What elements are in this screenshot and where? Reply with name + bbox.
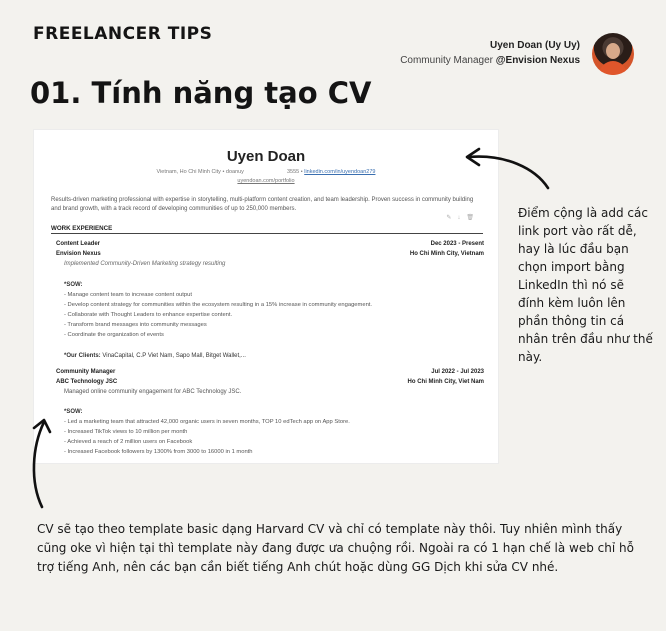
curved-arrow-left-icon (455, 140, 555, 195)
cv-job-dates: Jul 2022 - Jul 2023 (431, 369, 484, 375)
cv-bullet: - Collaborate with Thought Leaders to enhance expertise content. (64, 312, 233, 318)
cv-item-toolbar[interactable]: ✎↓🗑 (446, 215, 480, 221)
cv-job-company: ABC Technology JSC (56, 379, 118, 385)
cv-job-role: Community Manager (56, 369, 116, 375)
cv-bullet: - Achieved a reach of 2 million users on Facebook (64, 439, 193, 445)
author-org: @Envision Nexus (495, 55, 580, 66)
author-info (400, 40, 580, 66)
cv-name: Uyen Doan (226, 148, 306, 165)
author-role-title: Community Manager (400, 55, 496, 66)
cv-job-dates: Dec 2023 - Present (430, 241, 484, 247)
cv-sow-label: *SOW: (64, 409, 83, 415)
cv-clients-list: VinaCapital, C.P Viet Nam, Sapo Mall, Bitget Wallet,... (102, 353, 246, 359)
cv-job-summary: Implemented Community-Driven Marketing strategy resulting (64, 261, 226, 267)
cv-contact-line (34, 169, 498, 175)
cv-bullet: - Coordinate the organization of events (64, 332, 164, 338)
cv-bullet: - Led a marketing team that attracted 42,000 organic users in seven months, TOP 10 edTech app on App Store. (64, 419, 350, 425)
cv-job-role: Content Leader (56, 241, 101, 247)
page-title: 01. Tính năng tạo CV (30, 76, 372, 110)
cv-bullet: - Transform brand messages into community messages (64, 322, 207, 328)
cv-job-header (56, 240, 484, 248)
cv-phone-tail: 3555 • (287, 169, 305, 175)
post-category-tag: FREELANCER TIPS (33, 24, 213, 44)
cv-portfolio-link[interactable]: uyendoan.com/portfolio (237, 178, 295, 184)
author-avatar (592, 33, 634, 75)
cv-bullet: - Manage content team to increase content output (64, 292, 192, 298)
cv-linkedin-link[interactable]: linkedin.com/in/uyendoan279 (304, 169, 376, 175)
curved-arrow-up-icon (20, 412, 60, 512)
cv-clients-label: *Our Clients: (64, 353, 103, 359)
cv-section-divider (51, 233, 483, 234)
cv-job-location: Ho Chi Minh City, Viet Nam (407, 379, 484, 385)
note-bottom-text: CV sẽ tạo theo template basic dạng Harvard CV và chỉ có template này thôi. Tuy nhiên mình thấy cũng oke vì hiện tại thì template này đang được ưa chuộng rồi. Ngoài ra có 1 hạn chế là web chỉ hỗ trợ tiếng Anh, nên các bạn cần biết tiếng Anh chút hoặc dùng GG Dịch khi sửa CV nhé. (37, 522, 634, 574)
cv-bullet: - Increased TikTok views to 10 million per month (64, 429, 188, 435)
cv-location: Vietnam, Ho Chi Minh City • doanuy (156, 169, 244, 175)
cv-bullet: - Increased Facebook followers by 1300% from 3000 to 16000 in 1 month (64, 449, 253, 455)
cv-summary: Results-driven marketing professional with expertise in storytelling, multi-platform content creation, and team leadership. Proven success in community building and brand growth, with a track record of developing communities of up to 250,000 members. (51, 197, 474, 212)
author-role (400, 55, 580, 66)
cv-preview-screenshot (34, 130, 498, 463)
cv-job-company: Envision Nexus (56, 251, 101, 257)
cv-job-company-row (56, 250, 484, 258)
cv-job-company-row (56, 378, 484, 386)
note-right-text: Điểm cộng là add các link port vào rất dễ, hay là lúc đầu bạn chọn import bằng LinkedIn thì nó sẽ đính kèm luôn lên phần thông tin cá nhân trên đầu như thế này. (518, 206, 653, 364)
cv-section-title: WORK EXPERIENCE (51, 225, 113, 232)
author-name: Uyen Doan (Uy Uy) (489, 40, 580, 51)
cv-job-location: Ho Chi Minh City, Vietnam (409, 251, 484, 257)
cv-clients (64, 353, 246, 359)
avatar-face (606, 43, 620, 59)
avatar-shirt (599, 61, 627, 75)
cv-job-summary: Managed online community engagement for ABC Technology JSC. (64, 389, 242, 395)
cv-sow-label: *SOW: (64, 282, 83, 288)
cv-bullet: - Develop content strategy for communities within the ecosystem resulting in a 15% increase in community engagement. (64, 302, 373, 308)
cv-job-header (56, 368, 484, 376)
